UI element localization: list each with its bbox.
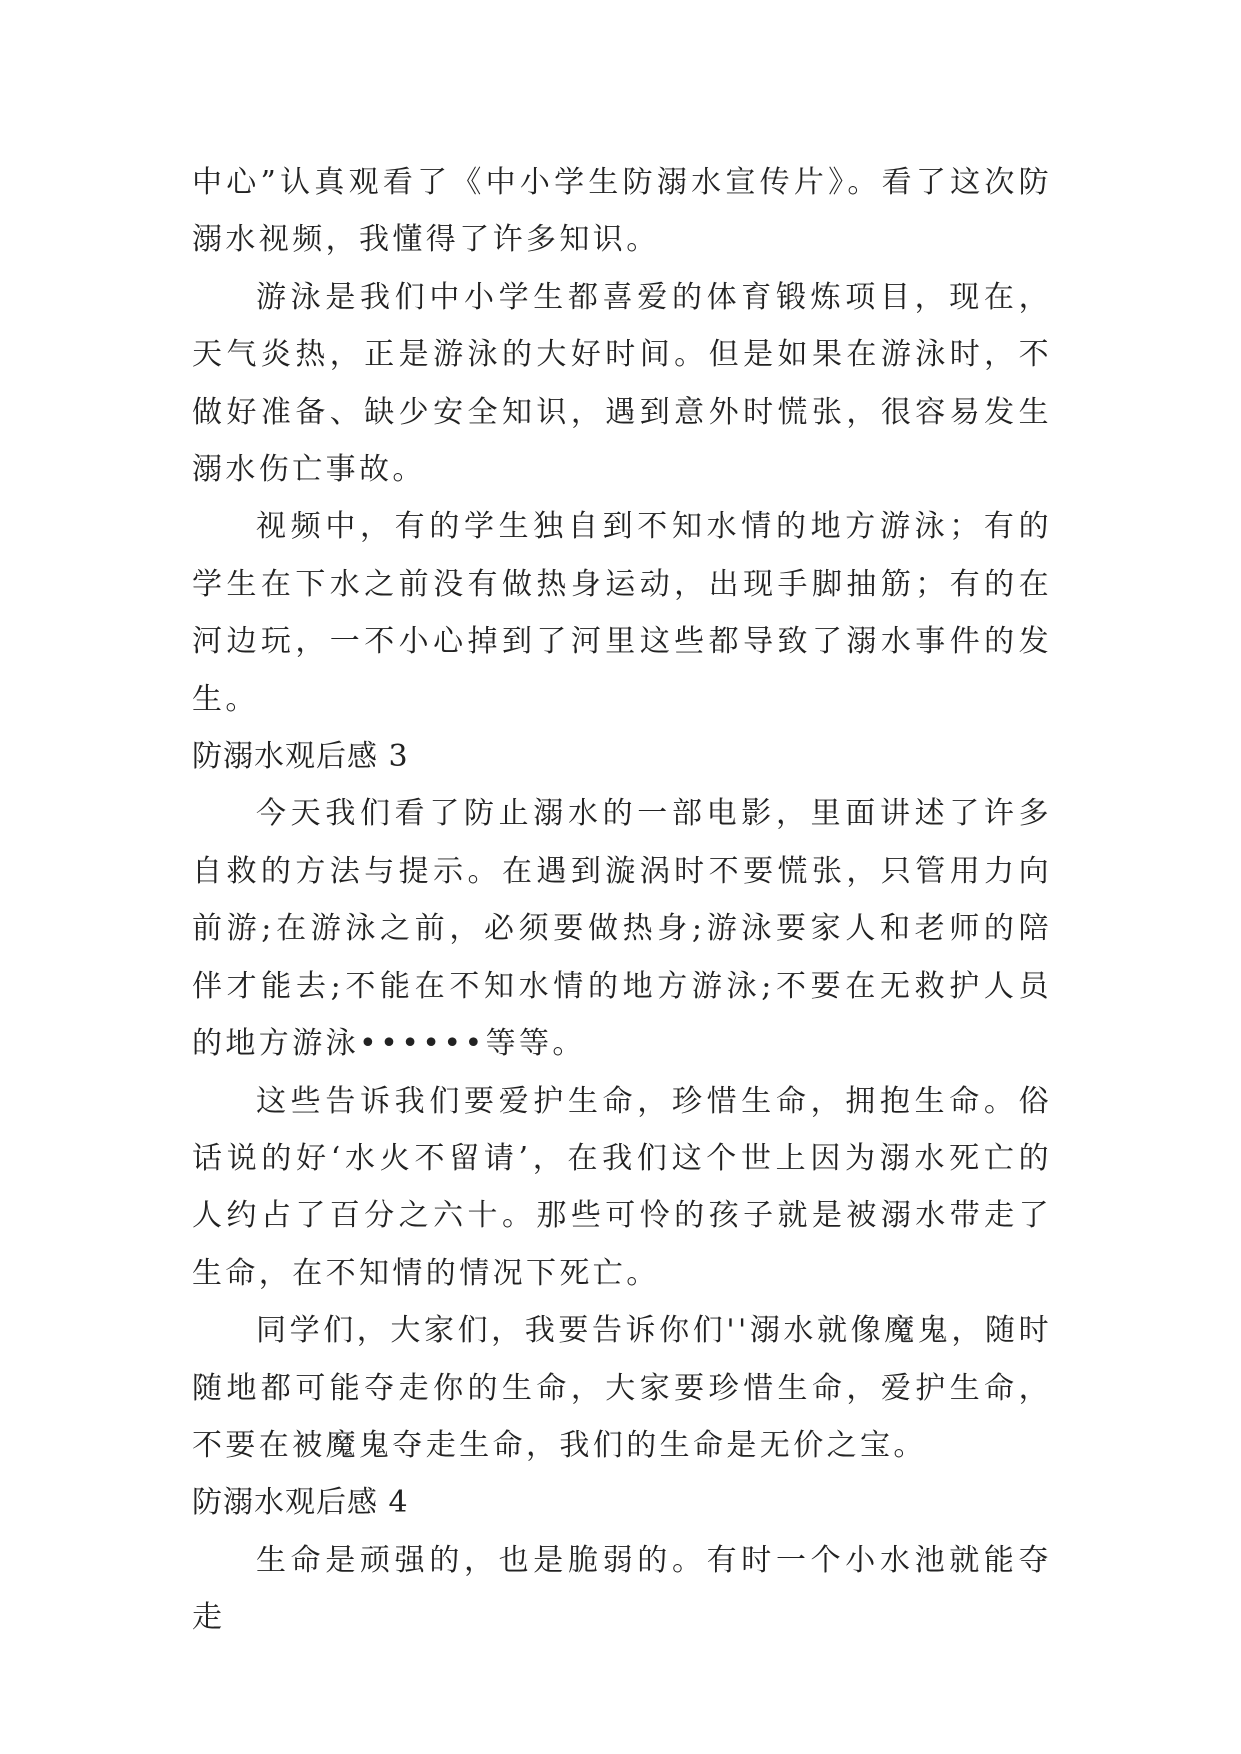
paragraph-cherish-life: 这些告诉我们要爱护生命，珍惜生命，拥抱生命。俗话说的好‘水火不留请’，在我们这个世上因为溺水死亡的人约占了百分之六十。那些可怜的孩子就是被溺水带走了生命，在不知情的情况下死亡。: [192, 1083, 1052, 1291]
document-page: [192, 154, 1052, 1647]
section-heading-3: 防溺水观后感 3: [192, 739, 409, 775]
paragraph-intro-continuation: 中心”认真观看了《中小学生防溺水宣传片》。看了这次防溺水视频，我懂得了许多知识。: [192, 165, 1052, 258]
paragraph-movie: 今天我们看了防止溺水的一部电影，里面讲述了许多自救的方法与提示。在遇到漩涡时不要慌张，只管用力向前游;在游泳之前，必须要做热身;游泳要家人和老师的陪伴才能去;不能在不知水情的地方游泳;不要在无救护人员的地方游泳••••••等等。: [192, 796, 1052, 1062]
paragraph-swimming: 游泳是我们中小学生都喜爱的体育锻炼项目，现在，天气炎热，正是游泳的大好时间。但是如果在游泳时，不做好准备、缺少安全知识，遇到意外时慌张，很容易发生溺水伤亡事故。: [192, 279, 1052, 488]
paragraph-classmates: 同学们，大家们，我要告诉你们''溺水就像魔鬼，随时随地都可能夺走你的生命，大家要珍惜生命，爱护生命，不要在被魔鬼夺走生命，我们的生命是无价之宝。: [192, 1313, 1052, 1463]
paragraph-life-fragile: 生命是顽强的，也是脆弱的。有时一个小水池就能夺走: [192, 1542, 1052, 1636]
paragraph-video: 视频中，有的学生独自到不知水情的地方游泳；有的学生在下水之前没有做热身运动，出现手脚抽筋；有的在河边玩，一不小心掉到了河里这些都导致了溺水事件的发生。: [192, 509, 1052, 717]
section-heading-4: 防溺水观后感 4: [192, 1485, 409, 1521]
